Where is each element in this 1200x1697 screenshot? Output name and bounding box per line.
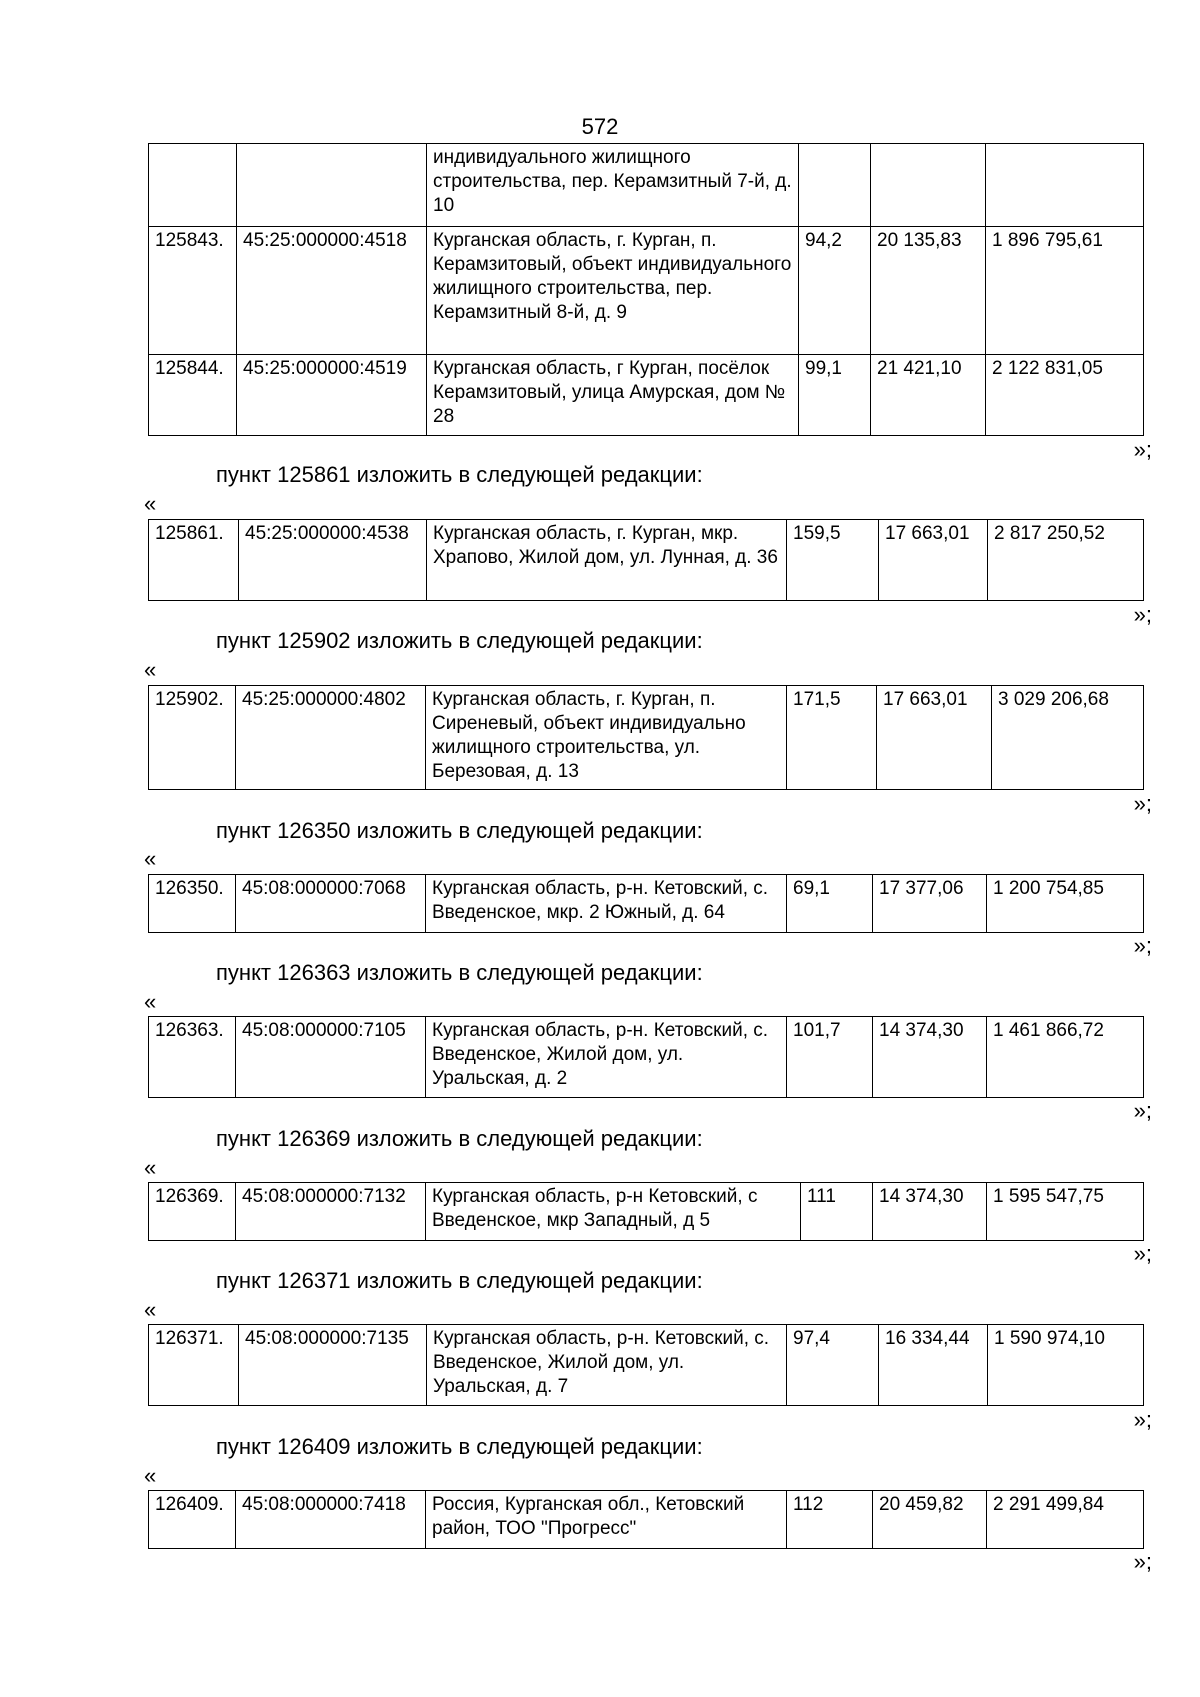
property-address: Курганская область, р-н. Кетовский, с. Введенское, Жилой дом, ул. Уральская, д. 7 xyxy=(427,1325,787,1406)
specific-value xyxy=(871,144,986,227)
cadastral-value xyxy=(986,144,1144,227)
property-area: 171,5 xyxy=(787,686,877,790)
cadastral-value: 2 291 499,84 xyxy=(987,1491,1144,1549)
property-address: Курганская область, г. Курган, п. Керамзитовый, объект индивидуального жилищного строительства, пер. Керамзитный 8-й, д. 9 xyxy=(427,227,799,355)
record-table xyxy=(148,1490,1144,1549)
property-area: 97,4 xyxy=(787,1325,879,1406)
record-table xyxy=(148,1182,1144,1241)
opening-quote: « xyxy=(144,989,157,1014)
cadastral-number: 45:08:000000:7105 xyxy=(236,1017,426,1098)
amendment-instruction: пункт 126369 изложить в следующей редакции: xyxy=(216,1126,703,1151)
record-number xyxy=(149,144,237,227)
closing-quote: »; xyxy=(1133,602,1152,627)
record-table xyxy=(148,874,1144,933)
opening-quote: « xyxy=(144,1155,157,1180)
cadastral-value: 2 122 831,05 xyxy=(986,355,1144,436)
table-row xyxy=(149,520,1144,601)
closing-quote: »; xyxy=(1133,1407,1152,1432)
property-area: 101,7 xyxy=(787,1017,873,1098)
record-table xyxy=(148,1016,1144,1098)
amendment-instruction: пункт 126409 изложить в следующей редакции: xyxy=(216,1434,703,1459)
closing-quote: »; xyxy=(1133,933,1152,958)
closing-quote: »; xyxy=(1133,1241,1152,1266)
property-address: Курганская область, г. Курган, мкр. Храпово, Жилой дом, ул. Лунная, д. 36 xyxy=(427,520,787,601)
table-row xyxy=(149,355,1144,436)
record-table xyxy=(148,685,1144,790)
cadastral-value: 1 200 754,85 xyxy=(987,875,1144,933)
record-table xyxy=(148,519,1144,601)
cadastral-number: 45:08:000000:7418 xyxy=(236,1491,426,1549)
opening-quote: « xyxy=(144,491,157,516)
opening-quote: « xyxy=(144,657,157,682)
table-row xyxy=(149,875,1144,933)
cadastral-value: 1 590 974,10 xyxy=(988,1325,1144,1406)
property-area: 159,5 xyxy=(787,520,879,601)
record-number: 126363. xyxy=(149,1017,236,1098)
cadastral-value: 3 029 206,68 xyxy=(992,686,1144,790)
opening-quote: « xyxy=(144,1297,157,1322)
property-area xyxy=(799,144,871,227)
record-number: 125844. xyxy=(149,355,237,436)
record-table xyxy=(148,1324,1144,1406)
table-row xyxy=(149,144,1144,227)
specific-value: 17 663,01 xyxy=(879,520,988,601)
amendment-instruction: пункт 125861 изложить в следующей редакции: xyxy=(216,462,703,487)
specific-value: 21 421,10 xyxy=(871,355,986,436)
cadastral-number: 45:25:000000:4538 xyxy=(239,520,427,601)
cadastral-number: 45:25:000000:4518 xyxy=(237,227,427,355)
page-number: 572 xyxy=(581,114,619,139)
cadastral-value: 2 817 250,52 xyxy=(988,520,1144,601)
opening-quote: « xyxy=(144,1463,157,1488)
cadastral-number xyxy=(237,144,427,227)
specific-value: 14 374,30 xyxy=(873,1017,987,1098)
table-row xyxy=(149,1017,1144,1098)
property-area: 69,1 xyxy=(787,875,873,933)
closing-quote: »; xyxy=(1133,791,1152,816)
specific-value: 16 334,44 xyxy=(879,1325,988,1406)
record-table xyxy=(148,143,1144,436)
amendment-instruction: пункт 125902 изложить в следующей редакции: xyxy=(216,628,703,653)
property-area: 94,2 xyxy=(799,227,871,355)
amendment-instruction: пункт 126371 изложить в следующей редакции: xyxy=(216,1268,703,1293)
table-row xyxy=(149,686,1144,790)
property-area: 112 xyxy=(787,1491,873,1549)
closing-quote: »; xyxy=(1133,437,1152,462)
property-address: индивидуального жилищного строительства, пер. Керамзитный 7-й, д. 10 xyxy=(427,144,799,227)
cadastral-number: 45:08:000000:7068 xyxy=(236,875,426,933)
property-address: Курганская область, р-н. Кетовский, с. Введенское, Жилой дом, ул. Уральская, д. 2 xyxy=(426,1017,787,1098)
record-number: 125843. xyxy=(149,227,237,355)
property-address: Курганская область, г Курган, посёлок Керамзитовый, улица Амурская, дом № 28 xyxy=(427,355,799,436)
cadastral-value: 1 595 547,75 xyxy=(987,1183,1144,1241)
specific-value: 14 374,30 xyxy=(873,1183,987,1241)
cadastral-number: 45:08:000000:7132 xyxy=(236,1183,426,1241)
closing-quote: »; xyxy=(1133,1549,1152,1574)
cadastral-value: 1 461 866,72 xyxy=(987,1017,1144,1098)
table-row xyxy=(149,1491,1144,1549)
property-area: 111 xyxy=(801,1183,873,1241)
property-address: Курганская область, г. Курган, п. Сиреневый, объект индивидуально жилищного строительства, ул. Березовая, д. 13 xyxy=(426,686,787,790)
record-number: 125861. xyxy=(149,520,239,601)
specific-value: 20 135,83 xyxy=(871,227,986,355)
cadastral-value: 1 896 795,61 xyxy=(986,227,1144,355)
record-number: 125902. xyxy=(149,686,236,790)
property-area: 99,1 xyxy=(799,355,871,436)
table-row xyxy=(149,227,1144,355)
record-number: 126369. xyxy=(149,1183,236,1241)
cadastral-number: 45:08:000000:7135 xyxy=(239,1325,427,1406)
record-number: 126350. xyxy=(149,875,236,933)
property-address: Россия, Курганская обл., Кетовский район, ТОО "Прогресс" xyxy=(426,1491,787,1549)
property-address: Курганская область, р-н Кетовский, с Введенское, мкр Западный, д 5 xyxy=(426,1183,801,1241)
amendment-instruction: пункт 126350 изложить в следующей редакции: xyxy=(216,818,703,843)
specific-value: 17 663,01 xyxy=(877,686,992,790)
opening-quote: « xyxy=(144,846,157,871)
cadastral-number: 45:25:000000:4519 xyxy=(237,355,427,436)
specific-value: 20 459,82 xyxy=(873,1491,987,1549)
record-number: 126409. xyxy=(149,1491,236,1549)
cadastral-number: 45:25:000000:4802 xyxy=(236,686,426,790)
amendment-instruction: пункт 126363 изложить в следующей редакции: xyxy=(216,960,703,985)
property-address: Курганская область, р-н. Кетовский, с. Введенское, мкр. 2 Южный, д. 64 xyxy=(426,875,787,933)
specific-value: 17 377,06 xyxy=(873,875,987,933)
closing-quote: »; xyxy=(1133,1098,1152,1123)
table-row xyxy=(149,1183,1144,1241)
table-row xyxy=(149,1325,1144,1406)
record-number: 126371. xyxy=(149,1325,239,1406)
